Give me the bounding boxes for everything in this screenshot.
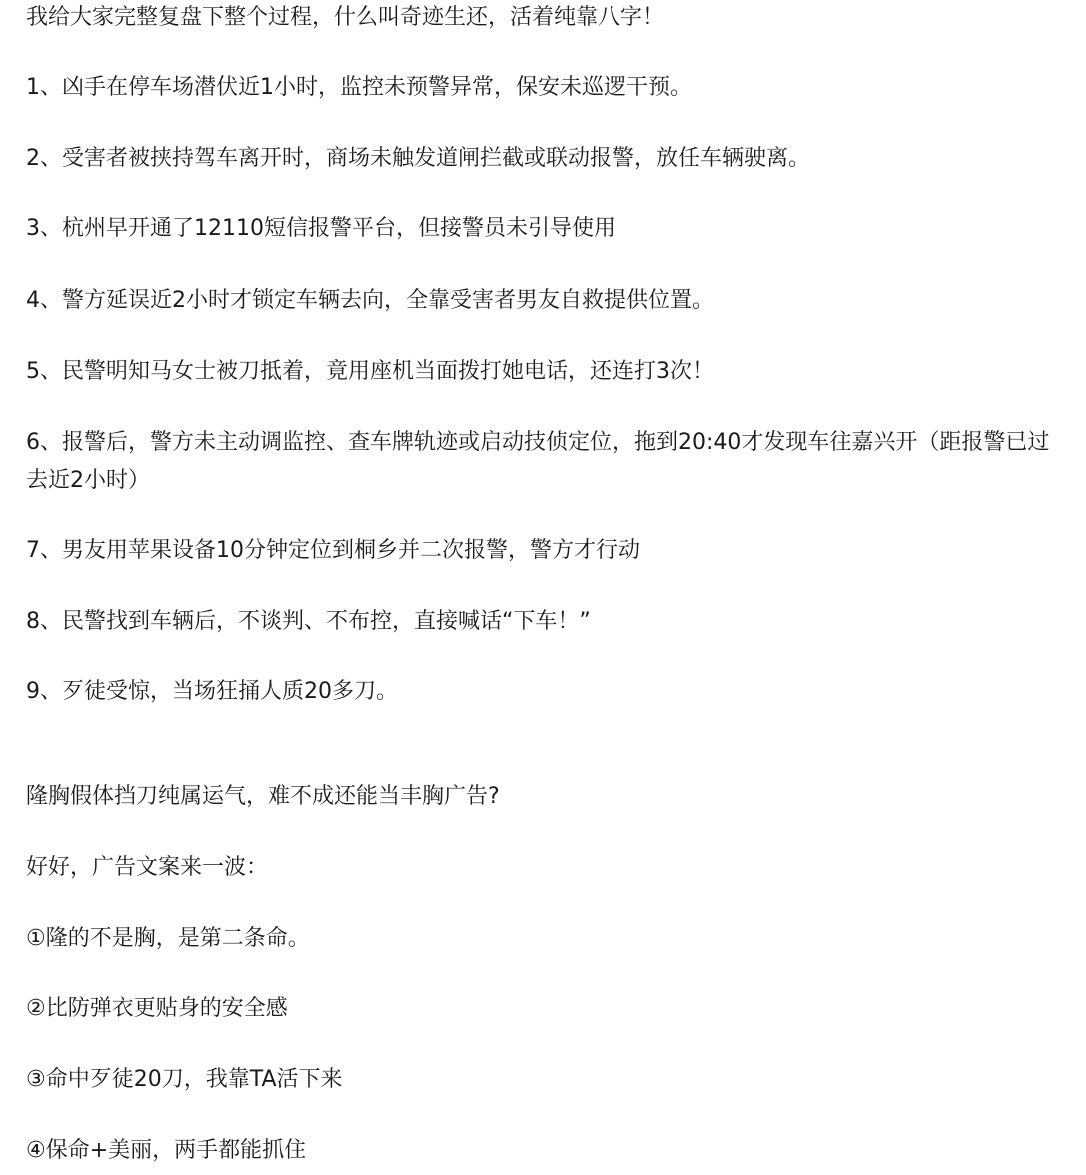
point-item-5: 5、民警明知马女士被刀抵着，竟用座机当面拨打她电话，还连打3次！ bbox=[26, 359, 714, 384]
ad-intro-line: 好好，广告文案来一波： bbox=[26, 855, 269, 880]
point-item-1: 1、凶手在停车场潜伏近1小时，监控未预警异常，保安未巡逻干预。 bbox=[26, 75, 692, 100]
point-item-8: 8、民警找到车辆后，不谈判、不布控，直接喊话“下车！” bbox=[26, 609, 591, 634]
point-item-4: 4、警方延误近2小时才锁定车辆去向，全靠受害者男友自救提供位置。 bbox=[26, 288, 714, 313]
intro-line: 我给大家完整复盘下整个过程，什么叫奇迹生还，活着纯靠八字！ bbox=[26, 5, 665, 30]
slogan-item-3: ③命中歹徒20刀，我靠TA活下来 bbox=[26, 1067, 343, 1092]
point-item-7: 7、男友用苹果设备10分钟定位到桐乡并二次报警，警方才行动 bbox=[26, 538, 640, 563]
point-item-3: 3、杭州早开通了12110短信报警平台，但接警员未引导使用 bbox=[26, 216, 616, 241]
question-line: 隆胸假体挡刀纯属运气，难不成还能当丰胸广告? bbox=[26, 784, 500, 809]
slogan-item-2: ②比防弹衣更贴身的安全感 bbox=[26, 996, 288, 1021]
point-item-6: 6、报警后，警方未主动调监控、查车牌轨迹或启动技侦定位，拖到20:40才发现车往嘉兴开（距报警已过去近2小时） bbox=[26, 430, 1050, 493]
slogan-item-4: ④保命+美丽，两手都能抓住 bbox=[26, 1138, 307, 1163]
slogan-item-1: ①隆的不是胸，是第二条命。 bbox=[26, 926, 310, 951]
point-item-9: 9、歹徒受惊，当场狂捅人质20多刀。 bbox=[26, 679, 398, 704]
point-item-2: 2、受害者被挟持驾车离开时，商场未触发道闸拦截或联动报警，放任车辆驶离。 bbox=[26, 146, 810, 171]
